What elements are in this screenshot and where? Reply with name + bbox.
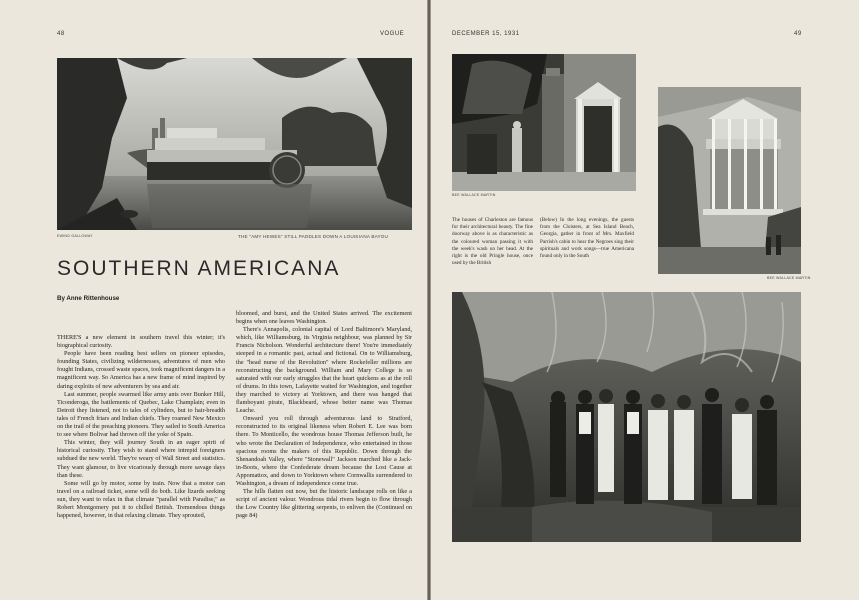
paragraph: There's Annapolis, colonial capital of Lord Baltimore's Maryland, which, like Williamsburg, its Virginia neighbour, was planned by Sir Francis Nicholson. Wonderful architecture there! You're immediately steeped in a romantic past, actual and fictional. On to Williamsburg, the "head nurse of the Revolution" where Rockefeller millions are reconstructing the background. William and Mary College is so saturated with our early struggles that the heart quickens as at the roll of drums. In this town, Lafayette waited for Washington, and together they marched to victory at Yorktown, and there was hanged that flamboyant pirate, Blackbeard, whose better name was Thomas Leache. [236, 326, 412, 415]
paragraph: Onward you roll through adventurous land to Stratford, reconstructed to its original likeness when Robert E. Lee was born there. To Monticello, the wondrous house Thomas Jefferson built, he who wrote the Declaration of Independence, who entertained in those spacious rooms the makers of this Republic. Down through the Shenandoah Valley, where "Stonewall" Jackson marched like a Jack-in-Boots, where the Confederate dream because the Lost Cause at Appomattox, and down to Yorktown where Cornwallis surrendered to Washington, a dream of independence come true. [236, 415, 412, 487]
caption-sea-island: (Below) In the long evenings, the guests from the Cloisters, at Sea Island Beach, Georgia, gather in front of Mrs. Maxfield Parrish's cabin to hear the Negroes sing their spirituals and work songs—true Americana found only in the South [540, 217, 634, 260]
paragraph: People have been reading best sellers on pioneer episodes, founding States, civilizing wildernesses, adventures of men who fought Indians, crossed waste spaces, took magnificent dangers in a magnificent way. So America has a new frame of mind inspired by daring exploits of new adventurers by sea and air. [57, 350, 225, 390]
caption-charleston: The houses of Charleston are famous for their architectural beauty. The fine doorway above is as characteristic as the coloured woman passing it with the week's wash on her head. At the right is the old Pringle house, once used by the British [452, 217, 533, 267]
pringle-house-photo [658, 87, 801, 274]
paragraph: This winter, they will journey South in an eager spirit of historical curiosity. They wish to stand where intrepid foreigners subdued the new world. They're weary of Wall Street and statistics. They want glamour, to live vicariously through more savage days than these. [57, 439, 225, 479]
paragraph: The hills flatten out now, but the historic landscape rolls on like a script of ancient valour. Wondrous tidal rivers begin to flow through the Low Country like glittering serpents, to enliven the (Continued on page 84) [236, 488, 412, 520]
article-title: SOUTHERN AMERICANA [57, 257, 341, 280]
page-number-right: 49 [794, 31, 802, 37]
photo-caption: THE "AMY HEWES" STILL PADDLES DOWN A LOUISIANA BAYOU [238, 234, 389, 239]
byline: By Anne Rittenhouse [57, 295, 120, 302]
photo1-credit: BEE WALLACE MARTIN [452, 193, 496, 197]
magazine-name: VOGUE [380, 31, 405, 37]
paragraph: Some will go by motor, some by train. Now that a motor can travel on a railroad ticket, some will do both. Like lizards seeking sun, they want to relax in that climate "parallel with Paradise," as Robert Montgomery put it to chilled British. Tremendous things happened, however, in that relaxing climate. They sprouted, [57, 479, 225, 520]
right-page [431, 0, 859, 600]
paragraph: THERE'S a new element in southern travel this winter; it's biographical curiosity. [57, 334, 225, 350]
left-page [0, 0, 427, 600]
bayou-steamboat-photo [57, 58, 412, 230]
paragraph: Last summer, people swarmed like army ants over Bunker Hill, Ticonderoga, the battlements of Quebec, Lake Champlain; even in Detroit they listened, not to tales of cylinders, but to hair-breadth tales of French friars and Indian chiefs. They roamed New Mexico on the trail of the preaching pioneers. They sailed to South America to see where Bolivar had thrown off the yoke of Spain. [57, 390, 225, 439]
page-number-left: 48 [57, 31, 65, 37]
photo-credit: EWING GALLOWAY [57, 234, 93, 238]
paragraph: bloomed, and burst, and the United States arrived. The excitement begins when one leaves Washington. [236, 310, 412, 326]
singers-under-oak-photo [452, 292, 801, 542]
article-column-1 [57, 334, 225, 520]
article-column-2 [236, 310, 412, 520]
photo2-credit: BEE WALLACE MARTIN [767, 276, 811, 280]
charleston-doorway-photo [452, 54, 636, 191]
issue-date: DECEMBER 15, 1931 [452, 31, 520, 37]
